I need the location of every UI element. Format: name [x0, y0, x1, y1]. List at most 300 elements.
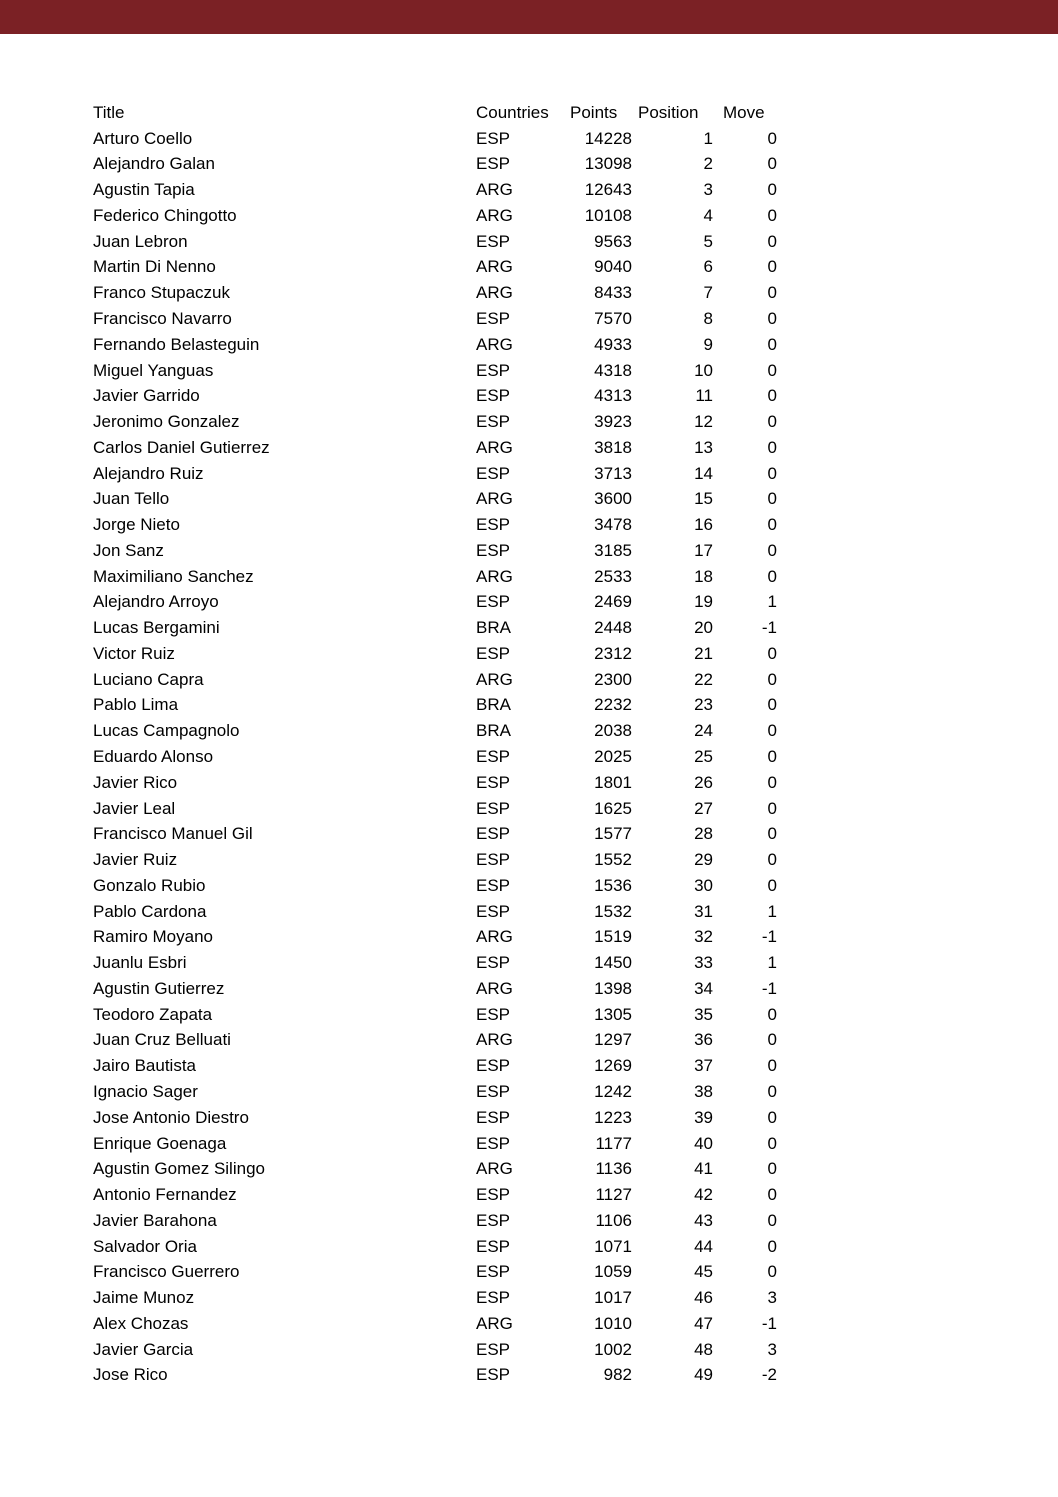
country-cell: ESP	[476, 643, 511, 663]
points-cell: 1010	[594, 1313, 632, 1333]
table-row	[93, 1079, 783, 1105]
position-cell: 43	[694, 1210, 713, 1230]
position-cell: 5	[703, 231, 713, 251]
player-name-cell: Juan Tello	[93, 489, 170, 509]
move-cell: 0	[767, 1081, 777, 1101]
position-cell: 19	[694, 592, 713, 612]
position-cell: 9	[703, 334, 713, 354]
country-cell: ARG	[476, 669, 513, 689]
points-cell: 4318	[594, 360, 632, 380]
player-name-cell: Jairo Bautista	[93, 1056, 196, 1076]
move-cell: 3	[767, 1288, 777, 1308]
country-cell: ESP	[476, 1365, 511, 1385]
table-row	[93, 564, 783, 590]
move-cell: 0	[767, 463, 777, 483]
player-name-cell: Jon Sanz	[93, 540, 164, 560]
country-cell: ESP	[476, 824, 511, 844]
player-name-cell: Martin Di Nenno	[93, 257, 216, 277]
position-cell: 47	[694, 1313, 713, 1333]
country-cell: ESP	[476, 463, 511, 483]
country-cell: ESP	[476, 875, 511, 895]
points-cell: 1305	[594, 1004, 632, 1024]
move-cell: 0	[767, 1262, 777, 1282]
country-cell: ESP	[476, 1133, 511, 1153]
player-name-cell: Pablo Cardona	[93, 901, 207, 921]
table-row	[93, 358, 783, 384]
player-name-cell: Jose Rico	[93, 1365, 168, 1385]
position-cell: 10	[694, 360, 713, 380]
player-name-cell: Franco Stupaczuk	[93, 283, 231, 303]
move-cell: 0	[767, 772, 777, 792]
points-cell: 8433	[594, 283, 632, 303]
move-cell: 0	[767, 437, 777, 457]
points-cell: 1577	[594, 824, 632, 844]
player-name-cell: Luciano Capra	[93, 669, 204, 689]
player-name-cell: Lucas Campagnolo	[93, 721, 240, 741]
table-row	[93, 718, 783, 744]
move-cell: 0	[767, 180, 777, 200]
country-cell: ARG	[476, 334, 513, 354]
table-row	[93, 1053, 783, 1079]
points-cell: 4313	[594, 386, 632, 406]
position-cell: 16	[694, 515, 713, 535]
player-name-cell: Maximiliano Sanchez	[93, 566, 254, 586]
player-name-cell: Gonzalo Rubio	[93, 875, 206, 895]
points-cell: 2448	[594, 618, 632, 638]
move-cell: 0	[767, 1159, 777, 1179]
country-cell: ESP	[476, 386, 511, 406]
country-cell: BRA	[476, 721, 511, 741]
country-cell: ARG	[476, 283, 513, 303]
position-cell: 27	[694, 798, 713, 818]
table-row	[93, 255, 783, 281]
position-cell: 24	[694, 721, 713, 741]
move-cell: 0	[767, 515, 777, 535]
country-cell: ARG	[476, 489, 513, 509]
move-cell: 0	[767, 412, 777, 432]
table-row	[93, 461, 783, 487]
move-cell: 0	[767, 360, 777, 380]
table-row	[93, 203, 783, 229]
country-cell: ESP	[476, 901, 511, 921]
points-cell: 3478	[594, 515, 632, 535]
player-name-cell: Miguel Yanguas	[93, 360, 214, 380]
country-cell: ARG	[476, 257, 513, 277]
position-cell: 14	[694, 463, 713, 483]
table-row	[93, 177, 783, 203]
points-cell: 1223	[594, 1107, 632, 1127]
country-cell: ESP	[476, 360, 511, 380]
position-cell: 31	[694, 901, 713, 921]
position-cell: 20	[694, 618, 713, 638]
table-row	[93, 1182, 783, 1208]
position-cell: 33	[694, 953, 713, 973]
points-cell: 1242	[594, 1081, 632, 1101]
points-cell: 1532	[594, 901, 632, 921]
player-name-cell: Antonio Fernandez	[93, 1185, 237, 1205]
position-cell: 38	[694, 1081, 713, 1101]
player-name-cell: Enrique Goenaga	[93, 1133, 227, 1153]
position-cell: 6	[703, 257, 713, 277]
points-cell: 2232	[594, 695, 632, 715]
player-name-cell: Jose Antonio Diestro	[93, 1107, 249, 1127]
table-row	[93, 1105, 783, 1131]
points-cell: 3923	[594, 412, 632, 432]
position-cell: 48	[694, 1339, 713, 1359]
player-name-cell: Arturo Coello	[93, 128, 193, 148]
table-row	[93, 280, 783, 306]
ranking-table	[93, 100, 783, 1388]
position-cell: 22	[694, 669, 713, 689]
move-cell: 1	[767, 953, 777, 973]
player-name-cell: Javier Rico	[93, 772, 178, 792]
table-row	[93, 1363, 783, 1389]
table-row	[93, 899, 783, 925]
position-cell: 35	[694, 1004, 713, 1024]
player-name-cell: Alejandro Arroyo	[93, 592, 219, 612]
table-row	[93, 925, 783, 951]
country-cell: ESP	[476, 1107, 511, 1127]
country-cell: ESP	[476, 953, 511, 973]
player-name-cell: Pablo Lima	[93, 695, 179, 715]
table-row	[93, 1234, 783, 1260]
table-row	[93, 1131, 783, 1157]
points-cell: 1059	[594, 1262, 632, 1282]
points-cell: 4933	[594, 334, 632, 354]
points-cell: 2533	[594, 566, 632, 586]
country-cell: ARG	[476, 205, 513, 225]
move-cell: 0	[767, 283, 777, 303]
move-cell: 0	[767, 154, 777, 174]
move-cell: -1	[761, 618, 777, 638]
move-cell: 0	[767, 566, 777, 586]
player-name-cell: Ignacio Sager	[93, 1081, 198, 1101]
position-cell: 15	[694, 489, 713, 509]
move-cell: 0	[767, 1056, 777, 1076]
table-row	[93, 770, 783, 796]
table-row	[93, 1208, 783, 1234]
position-cell: 41	[694, 1159, 713, 1179]
country-cell: BRA	[476, 618, 511, 638]
column-header-points: Points	[570, 102, 618, 122]
table-row	[93, 873, 783, 899]
table-row	[93, 1002, 783, 1028]
position-cell: 7	[703, 283, 713, 303]
points-cell: 12643	[584, 180, 632, 200]
points-cell: 9040	[594, 257, 632, 277]
move-cell: 0	[767, 643, 777, 663]
country-cell: ESP	[476, 154, 511, 174]
position-cell: 8	[703, 309, 713, 328]
position-cell: 39	[694, 1107, 713, 1127]
table-row	[93, 744, 783, 770]
player-name-cell: Lucas Bergamini	[93, 618, 220, 638]
country-cell: ARG	[476, 566, 513, 586]
player-name-cell: Agustin Tapia	[93, 180, 195, 200]
country-cell: ESP	[476, 850, 511, 870]
move-cell: 0	[767, 875, 777, 895]
country-cell: ESP	[476, 540, 511, 560]
table-row	[93, 615, 783, 641]
position-cell: 32	[694, 927, 713, 947]
table-row	[93, 590, 783, 616]
position-cell: 25	[694, 747, 713, 767]
points-cell: 1017	[594, 1288, 632, 1308]
country-cell: ARG	[476, 1159, 513, 1179]
points-cell: 3185	[594, 540, 632, 560]
player-name-cell: Juanlu Esbri	[93, 953, 187, 973]
table-row	[93, 383, 783, 409]
points-cell: 1801	[594, 772, 632, 792]
move-cell: 0	[767, 540, 777, 560]
country-cell: BRA	[476, 695, 511, 715]
country-cell: ESP	[476, 1210, 511, 1230]
player-name-cell: Francisco Manuel Gil	[93, 824, 253, 844]
country-cell: ESP	[476, 747, 511, 767]
country-cell: ESP	[476, 1185, 511, 1205]
country-cell: ESP	[476, 309, 511, 328]
points-cell: 1177	[595, 1133, 632, 1153]
table-header-row	[93, 100, 783, 126]
points-cell: 10108	[584, 205, 632, 225]
table-row	[93, 641, 783, 667]
player-name-cell: Jaime Munoz	[93, 1288, 195, 1308]
country-cell: ARG	[476, 1313, 513, 1333]
player-name-cell: Jeronimo Gonzalez	[93, 412, 240, 432]
player-name-cell: Javier Garcia	[93, 1339, 194, 1359]
points-cell: 1519	[594, 927, 632, 947]
table-row	[93, 126, 783, 152]
country-cell: ESP	[476, 592, 511, 612]
table-row	[93, 409, 783, 435]
player-name-cell: Francisco Guerrero	[93, 1262, 240, 1282]
move-cell: 0	[767, 309, 777, 328]
column-header-title: Title	[93, 102, 125, 122]
position-cell: 42	[694, 1185, 713, 1205]
table-row	[93, 229, 783, 255]
player-name-cell: Agustin Gutierrez	[93, 978, 225, 998]
country-cell: ESP	[476, 772, 511, 792]
table-row	[93, 1337, 783, 1363]
table-row	[93, 1285, 783, 1311]
position-cell: 34	[694, 978, 713, 998]
position-cell: 29	[694, 850, 713, 870]
move-cell: 0	[767, 386, 777, 406]
move-cell: 0	[767, 798, 777, 818]
position-cell: 30	[694, 875, 713, 895]
points-cell: 3818	[594, 437, 632, 457]
position-cell: 26	[694, 772, 713, 792]
points-cell: 14228	[584, 128, 632, 148]
table-row	[93, 667, 783, 693]
country-cell: ARG	[476, 927, 513, 947]
points-cell: 1536	[594, 875, 632, 895]
move-cell: 0	[767, 1210, 777, 1230]
table-row	[93, 152, 783, 178]
points-cell: 1127	[595, 1185, 632, 1205]
move-cell: 0	[767, 1004, 777, 1024]
table-row	[93, 950, 783, 976]
position-cell: 44	[694, 1236, 713, 1256]
position-cell: 13	[694, 437, 713, 457]
country-cell: ESP	[476, 798, 511, 818]
table-row	[93, 1156, 783, 1182]
player-name-cell: Alejandro Ruiz	[93, 463, 204, 483]
country-cell: ESP	[476, 1056, 511, 1076]
player-name-cell: Alex Chozas	[93, 1313, 189, 1333]
player-name-cell: Federico Chingotto	[93, 205, 237, 225]
move-cell: 1	[767, 592, 777, 612]
table-row	[93, 538, 783, 564]
move-cell: 0	[767, 1107, 777, 1127]
table-row	[93, 332, 783, 358]
player-name-cell: Juan Lebron	[93, 231, 188, 251]
country-cell: ESP	[476, 1236, 511, 1256]
player-name-cell: Salvador Oria	[93, 1236, 197, 1256]
position-cell: 28	[694, 824, 713, 844]
country-cell: ARG	[476, 180, 513, 200]
points-cell: 1398	[594, 978, 632, 998]
position-cell: 2	[703, 154, 713, 174]
table-row	[93, 512, 783, 538]
move-cell: 0	[767, 257, 777, 277]
player-name-cell: Francisco Navarro	[93, 309, 232, 328]
player-name-cell: Ramiro Moyano	[93, 927, 213, 947]
player-name-cell: Teodoro Zapata	[93, 1004, 213, 1024]
move-cell: 0	[767, 1185, 777, 1205]
country-cell: ARG	[476, 437, 513, 457]
move-cell: 0	[767, 669, 777, 689]
player-name-cell: Alejandro Galan	[93, 154, 215, 174]
points-cell: 1269	[594, 1056, 632, 1076]
position-cell: 45	[694, 1262, 713, 1282]
move-cell: -1	[761, 978, 777, 998]
position-cell: 17	[694, 540, 713, 560]
table-row	[93, 796, 783, 822]
move-cell: 0	[767, 1236, 777, 1256]
move-cell: 3	[767, 1339, 777, 1359]
player-name-cell: Juan Cruz Belluati	[93, 1030, 231, 1050]
move-cell: 0	[767, 128, 777, 148]
table-row	[93, 821, 783, 847]
player-name-cell: Fernando Belasteguin	[93, 334, 260, 354]
points-cell: 1071	[594, 1236, 632, 1256]
move-cell: 0	[767, 850, 777, 870]
move-cell: -2	[761, 1365, 777, 1385]
position-cell: 23	[694, 695, 713, 715]
player-name-cell: Jorge Nieto	[93, 515, 180, 535]
move-cell: 1	[767, 901, 777, 921]
points-cell: 1002	[594, 1339, 632, 1359]
player-name-cell: Javier Ruiz	[93, 850, 178, 870]
position-cell: 12	[694, 412, 713, 432]
position-cell: 18	[694, 566, 713, 586]
country-cell: ESP	[476, 231, 511, 251]
move-cell: 0	[767, 231, 777, 251]
player-name-cell: Carlos Daniel Gutierrez	[93, 437, 270, 457]
points-cell: 7570	[594, 309, 632, 328]
country-cell: ESP	[476, 1262, 511, 1282]
position-cell: 4	[703, 205, 713, 225]
points-cell: 2312	[594, 643, 632, 663]
country-cell: ESP	[476, 128, 511, 148]
column-header-countries: Countries	[476, 102, 549, 122]
column-header-position: Position	[638, 102, 699, 122]
country-cell: ESP	[476, 1288, 511, 1308]
position-cell: 3	[703, 180, 713, 200]
points-cell: 2038	[594, 721, 632, 741]
table-row	[93, 435, 783, 461]
move-cell: 0	[767, 695, 777, 715]
points-cell: 1136	[595, 1159, 632, 1179]
points-cell: 1552	[594, 850, 632, 870]
points-cell: 1625	[594, 798, 632, 818]
points-cell: 2469	[594, 592, 632, 612]
player-name-cell: Javier Barahona	[93, 1210, 217, 1230]
table-row	[93, 486, 783, 512]
points-cell: 1297	[594, 1030, 632, 1050]
points-cell: 9563	[594, 231, 632, 251]
player-name-cell: Victor Ruiz	[93, 643, 175, 663]
country-cell: ESP	[476, 412, 511, 432]
move-cell: -1	[761, 1313, 777, 1333]
table-row	[93, 847, 783, 873]
move-cell: -1	[761, 927, 777, 947]
player-name-cell: Eduardo Alonso	[93, 747, 214, 767]
country-cell: ESP	[476, 1339, 511, 1359]
move-cell: 0	[767, 334, 777, 354]
table-row	[93, 976, 783, 1002]
move-cell: 0	[767, 1133, 777, 1153]
country-cell: ARG	[476, 978, 513, 998]
table-row	[93, 693, 783, 719]
table-row	[93, 1259, 783, 1285]
country-cell: ESP	[476, 1004, 511, 1024]
column-header-move: Move	[723, 102, 765, 122]
country-cell: ARG	[476, 1030, 513, 1050]
table-row	[93, 1311, 783, 1337]
position-cell: 37	[694, 1056, 713, 1076]
move-cell: 0	[767, 1030, 777, 1050]
move-cell: 0	[767, 489, 777, 509]
move-cell: 0	[767, 721, 777, 741]
points-cell: 1450	[594, 953, 632, 973]
position-cell: 1	[703, 128, 713, 148]
move-cell: 0	[767, 205, 777, 225]
move-cell: 0	[767, 824, 777, 844]
table-row	[93, 306, 783, 332]
points-cell: 3600	[594, 489, 632, 509]
points-cell: 13098	[584, 154, 632, 174]
player-name-cell: Javier Garrido	[93, 386, 200, 406]
country-cell: ESP	[476, 1081, 511, 1101]
move-cell: 0	[767, 747, 777, 767]
position-cell: 36	[694, 1030, 713, 1050]
player-name-cell: Javier Leal	[93, 798, 176, 818]
country-cell: ESP	[476, 515, 511, 535]
position-cell: 11	[695, 386, 713, 406]
table-body	[93, 126, 783, 1389]
points-cell: 3713	[594, 463, 632, 483]
points-cell: 2025	[594, 747, 632, 767]
position-cell: 46	[694, 1288, 713, 1308]
position-cell: 49	[694, 1365, 713, 1385]
points-cell: 1106	[595, 1210, 632, 1230]
player-name-cell: Agustin Gomez Silingo	[93, 1159, 265, 1179]
table-row	[93, 1028, 783, 1054]
top-banner	[0, 0, 1058, 34]
position-cell: 21	[694, 643, 713, 663]
